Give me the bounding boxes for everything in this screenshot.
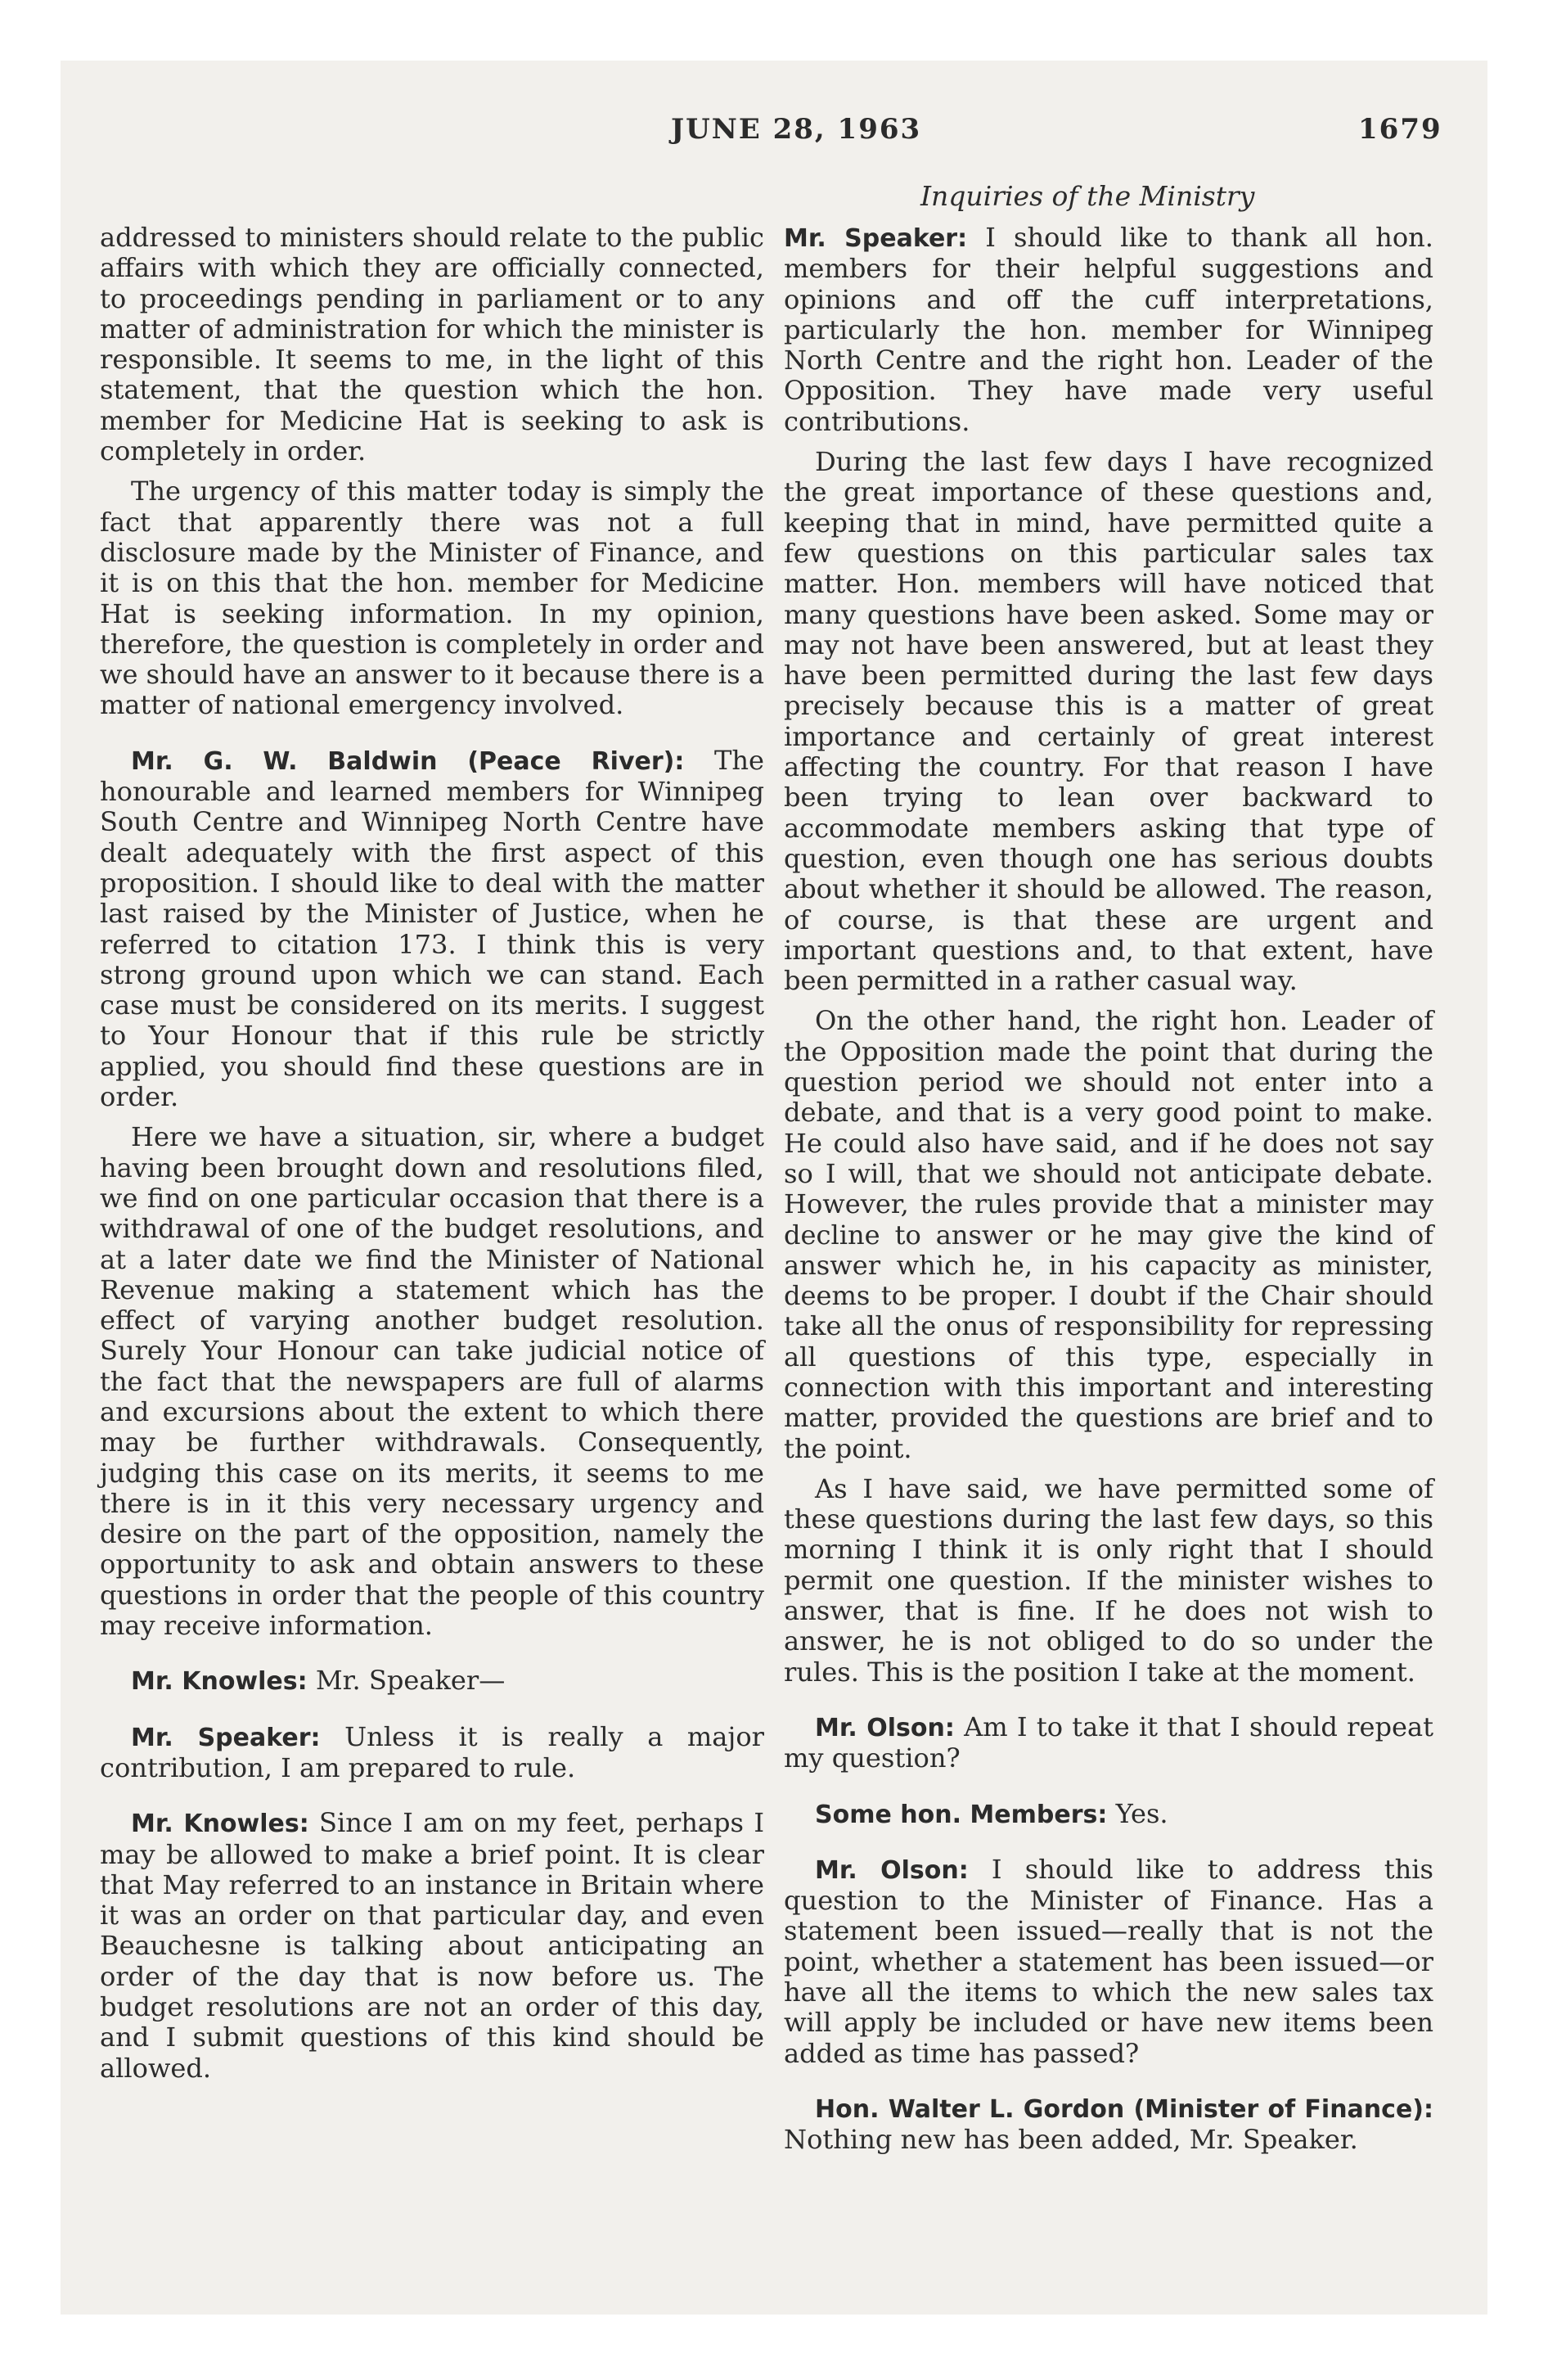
speech-paragraph [784, 1799, 1433, 1830]
paragraph: On the other hand, the right hon. Leader of the Opposition made the point that during the question period we should not enter into a debate, and that is a very good point to make. He could also have said, and if he does not say so I will, that we should not anticipate debate. However, the rules provide that a minister may decline to answer or he may give the kind of answer which he, in his capacity as minister, deems to be proper. I doubt if the Chair should take all the onus of responsibility for repressing all questions of this type, especially in connection with this important and interesting matter, provided the questions are brief and to the point. [784, 1005, 1433, 1464]
speaker-name: Hon. Walter L. Gordon (Minister of Finance): [815, 2094, 1433, 2124]
speech-text: Unless it is really a major contribution, I am prepared to rule. [100, 1720, 765, 1783]
speech-paragraph [784, 1855, 1433, 2069]
speaker-name: Mr. G. W. Baldwin (Peace River): [131, 746, 685, 776]
speech-text: Mr. Speaker— [315, 1665, 506, 1697]
speech-paragraph [100, 1722, 764, 1784]
page-header [0, 90, 1548, 146]
left-column [100, 223, 764, 2094]
speech-paragraph [100, 1808, 764, 2084]
page-number: 1679 [1358, 113, 1442, 146]
paragraph: As I have said, we have permitted some of these questions during the last few days, so this morning I think it is only right that I should permit one question. If the minister wishes to answer, that is fine. If he does not wish to answer, he is not obliged to do so under the rules. This is the position I take at the moment. [784, 1472, 1433, 1688]
speaker-name: Mr. Speaker: [784, 224, 968, 253]
header-date: JUNE 28, 1963 [671, 113, 922, 146]
speaker-name: Mr. Olson: [815, 1855, 969, 1885]
speaker-name: Mr. Olson: [815, 1713, 955, 1742]
speech-text: Since I am on my feet, perhaps I may be allowed to make a brief point. It is clear that May referred to an instance in Britain where it was an order on that particular day, and even Beauchesne is talking about anticipating an order of the day that is now before us. The budget resolutions are not an order of this day, and I submit questions of this kind should be allowed. [100, 1807, 764, 2084]
speech-paragraph [784, 1712, 1433, 1774]
paragraph: addressed to ministers should relate to the public affairs with which they are officially connected, to proceedings pending in parliament or to any matter of administration for which the minister is responsible. It seems to me, in the light of this statement, that the question which the hon. member for Medicine Hat is seeking to ask is completely in order. [100, 222, 764, 467]
speech-paragraph [100, 746, 764, 1113]
speaker-name: Mr. Knowles: [131, 1667, 308, 1697]
speech-paragraph [784, 2094, 1433, 2156]
speech-text: Am I to take it that I should repeat my question? [784, 1711, 1433, 1774]
right-column [784, 223, 1433, 2166]
speech-text: The honourable and learned members for Winnipeg South Centre and Winnipeg North Centre have dealt adequately with the first aspect of this proposition. I should like to deal with the matter last raised by the Minister of Justice, when he referred to citation 173. I think this is very strong ground upon which we can stand. Each case must be considered on its merits. I suggest to Your Honour that if this rule be strictly applied, you should find these questions are in order. [100, 744, 764, 1113]
speech-text: Nothing new has been added, Mr. Speaker. [784, 2124, 1358, 2156]
speech-paragraph [784, 223, 1433, 437]
paragraph: During the last few days I have recognized the great importance of these questions and, keeping that in mind, have permitted quite a few questions on this particular sales tax matter. Hon. members will have noticed that many questions have been asked. Some may or may not have been answered, but at least they have been permitted during the last few days precisely because this is a matter of great importance and certainly of great interest affecting the country. For that reason I have been trying to lean over backward to accommodate members asking that type of question, even though one has serious doubts about whether it should be allowed. The reason, of course, is that these are urgent and important questions and, to that extent, have been permitted in a rather casual way. [784, 446, 1433, 997]
speech-text: I should like to thank all hon. members for their helpful suggestions and opinions and off the cuff interpretations, particularly the hon. member for Winnipeg North Centre and the right hon. Leader of the Opposition. They have made very useful contributions. [784, 222, 1433, 437]
speech-text: Yes. [1115, 1797, 1168, 1829]
speaker-name: Mr. Knowles: [131, 1810, 309, 1839]
speech-text: I should like to address this question to the Minister of Finance. Has a statement been issued—really that is not the point, whether a statement has been issued—or have all the items to which the new sales tax will apply be included or have new items been added as time has passed? [784, 1853, 1433, 2069]
paragraph: The urgency of this matter today is simply the fact that apparently there was not a full disclosure made by the Minister of Finance, and it is on this that the hon. member for Medicine Hat is seeking information. In my opinion, therefore, the question is completely in order and we should have an answer to it because there is a matter of national emergency involved. [100, 476, 764, 721]
running-title: Inquiries of the Ministry [920, 180, 1255, 212]
speaker-name: Some hon. Members: [815, 1800, 1108, 1829]
paragraph: Here we have a situation, sir, where a budget having been brought down and resolutions filed, we find on one particular occasion that there is a withdrawal of one of the budget resolutions, and at a later date we find the Minister of National Revenue making a statement which has the effect of varying another budget resolution. Surely Your Honour can take judicial notice of the fact that the newspapers are full of alarms and excursions about the extent to which there may be further withdrawals. Consequently, judging this case on its merits, it seems to me there is in it this very necessary urgency and desire on the part of the opposition, namely the opportunity to ask and obtain answers to these questions in order that the people of this country may receive information. [100, 1121, 764, 1642]
speaker-name: Mr. Speaker: [131, 1723, 321, 1752]
speech-paragraph [100, 1666, 764, 1697]
